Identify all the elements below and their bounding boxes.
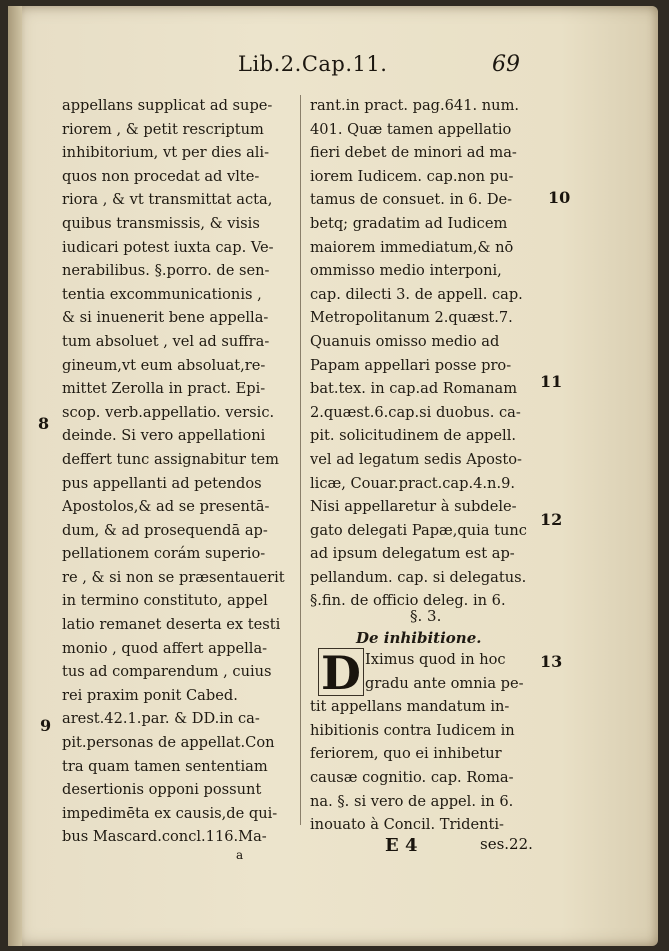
text-line: Nisi appellaretur à subdele- bbox=[310, 498, 517, 516]
text-line: inhibitorium, vt per dies ali- bbox=[62, 144, 270, 162]
text-line: & si inuenerit bene appella- bbox=[62, 309, 269, 327]
text-line: iudicari potest iuxta cap. Ve- bbox=[62, 238, 274, 256]
text-line: re , & si non se præsentauerit bbox=[62, 568, 285, 586]
text-line: bus Mascard.concl.116.Ma- bbox=[62, 828, 267, 846]
text-line: desertionis opponi possunt bbox=[62, 781, 262, 799]
text-line: tus ad comparendum , cuius bbox=[62, 663, 272, 681]
text-line: riora , & vt transmittat acta, bbox=[62, 191, 273, 209]
margin-number-10: 10 bbox=[548, 188, 571, 207]
text-line: na. §. si vero de appel. in 6. bbox=[310, 792, 514, 810]
text-line: monio , quod affert appella- bbox=[62, 639, 268, 657]
drop-cap-initial: D bbox=[318, 648, 364, 696]
text-line: pellandum. cap. si delegatus. bbox=[310, 568, 527, 586]
margin-number-13: 13 bbox=[540, 652, 563, 671]
text-line: rei praxim ponit Cabed. bbox=[62, 686, 238, 704]
text-line: vel ad legatum sedis Aposto- bbox=[310, 450, 522, 468]
text-line: arest.42.1.par. & DD.in ca- bbox=[62, 710, 260, 728]
running-title: Lib.2.Cap.11. bbox=[238, 52, 388, 76]
text-line: pus appellanti ad petendos bbox=[62, 474, 262, 492]
text-line: deffert tunc assignabitur tem bbox=[62, 450, 279, 468]
text-line: ommisso medio interponi, bbox=[310, 262, 502, 280]
section-body bbox=[310, 648, 555, 837]
text-line: cap. dilecti 3. de appell. cap. bbox=[310, 285, 523, 303]
text-line: ad ipsum delegatum est ap- bbox=[310, 545, 515, 563]
left-column bbox=[62, 94, 302, 849]
text-line: latio remanet deserta ex testi bbox=[62, 616, 281, 634]
margin-number-12: 12 bbox=[540, 510, 563, 529]
catchword: ses.22. bbox=[480, 835, 533, 853]
text-line: impedimēta ex causis,de qui- bbox=[62, 804, 278, 822]
text-line: Quanuis omisso medio ad bbox=[310, 332, 500, 350]
bottom-mark: a bbox=[236, 848, 244, 862]
text-line: in termino constituto, appel bbox=[62, 592, 268, 610]
text-line: scop. verb.appellatio. versic. bbox=[62, 403, 275, 421]
text-line: riorem , & petit rescriptum bbox=[62, 120, 264, 138]
margin-number-9: 9 bbox=[40, 716, 52, 735]
text-line: quibus transmissis, & visis bbox=[62, 214, 260, 232]
text-line: pellationem corám superio- bbox=[62, 545, 266, 563]
text-line: tamus de consuet. in 6. De- bbox=[310, 191, 513, 209]
text-line: tit appellans mandatum in- bbox=[310, 698, 510, 716]
text-line: Papam appellari posse pro- bbox=[310, 356, 512, 374]
text-line: licæ, Couar.pract.cap.4.n.9. bbox=[310, 474, 516, 492]
text-line: gineum,vt eum absoluat,re- bbox=[62, 356, 266, 374]
right-column bbox=[310, 94, 555, 613]
section-number: §. 3. bbox=[410, 607, 442, 625]
text-line: §.fin. de officio deleg. in 6. bbox=[310, 592, 506, 610]
text-line: 401. Quæ tamen appellatio bbox=[310, 120, 512, 138]
text-line: tum absoluet , vel ad suffra- bbox=[62, 332, 270, 350]
text-line: feriorem, quo ei inhibetur bbox=[310, 745, 502, 763]
text-line: iorem Iudicem. cap.non pu- bbox=[310, 167, 514, 185]
text-line: fieri debet de minori ad ma- bbox=[310, 144, 517, 162]
text-line: pit. solicitudinem de appell. bbox=[310, 427, 517, 445]
section-title: De inhibitione. bbox=[356, 629, 482, 647]
text-line: gato delegati Papæ,quia tunc bbox=[310, 521, 527, 539]
page-number: 69 bbox=[492, 52, 520, 77]
text-line: quos non procedat ad vlte- bbox=[62, 167, 260, 185]
text-line: tentia excommunicationis , bbox=[62, 285, 262, 303]
text-line: hibitionis contra Iudicem in bbox=[310, 721, 515, 739]
text-line: bat.tex. in cap.ad Romanam bbox=[310, 380, 518, 398]
text-line: gradu ante omnia pe- bbox=[365, 674, 524, 692]
text-line: maiorem immediatum,& nō bbox=[310, 238, 514, 256]
text-line: rant.in pract. pag.641. num. bbox=[310, 97, 520, 114]
page-spine-shadow bbox=[8, 6, 22, 946]
text-line: tra quam tamen sententiam bbox=[62, 757, 268, 775]
text-line: causæ cognitio. cap. Roma- bbox=[310, 768, 514, 786]
text-line: inouato à Concil. Tridenti- bbox=[310, 816, 504, 834]
text-line: nerabilibus. §.porro. de sen- bbox=[62, 262, 270, 280]
text-line: Metropolitanum 2.quæst.7. bbox=[310, 309, 513, 327]
text-line: Iximus quod in hoc bbox=[365, 651, 506, 668]
margin-number-11: 11 bbox=[540, 372, 563, 391]
signature-mark: E 4 bbox=[385, 835, 418, 856]
text-line: appellans supplicat ad supe- bbox=[62, 97, 273, 114]
margin-number-8: 8 bbox=[38, 414, 50, 433]
text-line: Apostolos,& ad se presentā- bbox=[62, 498, 270, 516]
text-line: deinde. Si vero appellationi bbox=[62, 427, 266, 445]
text-line: dum, & ad prosequendā ap- bbox=[62, 521, 268, 539]
text-line: betq; gradatim ad Iudicem bbox=[310, 214, 508, 232]
text-line: mittet Zerolla in pract. Epi- bbox=[62, 380, 266, 398]
text-line: pit.personas de appellat.Con bbox=[62, 734, 275, 752]
text-line: 2.quæst.6.cap.si duobus. ca- bbox=[310, 403, 521, 421]
